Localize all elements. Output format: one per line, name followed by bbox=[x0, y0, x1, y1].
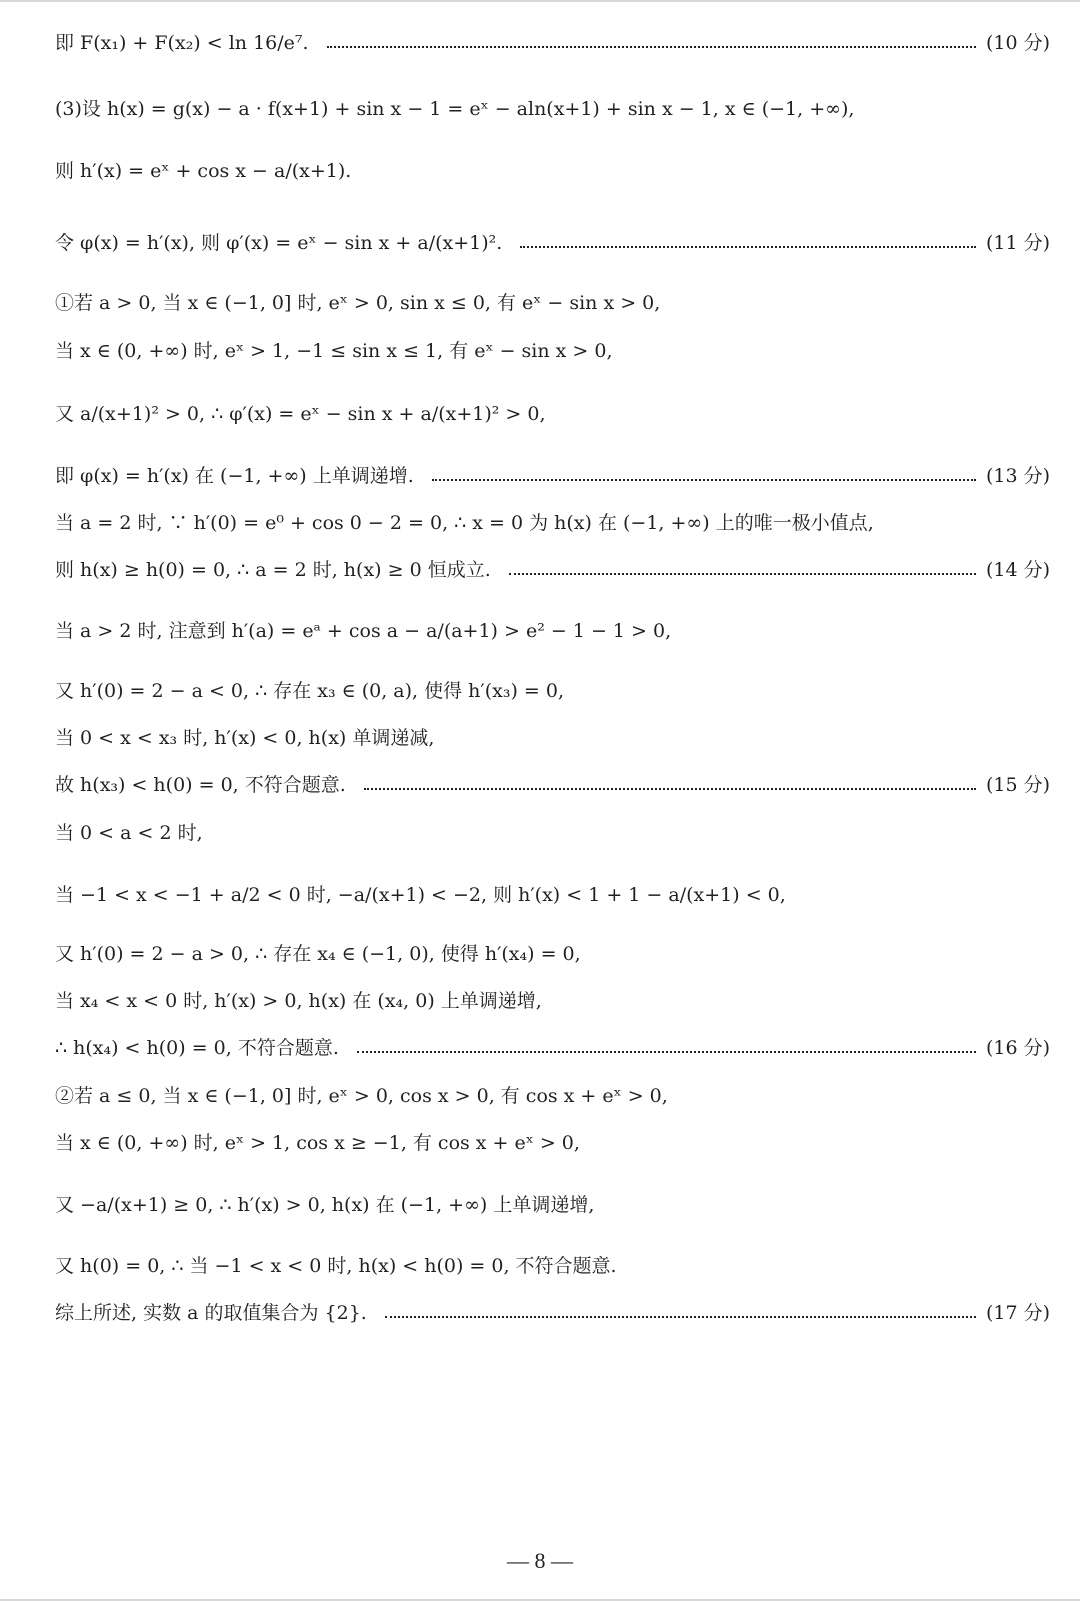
line-text: 当 a > 2 时, 注意到 h′(a) = eᵃ + cos a − a/(a+1) > e² − 1 − 1 > 0, bbox=[55, 620, 672, 642]
solution-line bbox=[55, 403, 1050, 426]
score-mark: (13 分) bbox=[985, 465, 1050, 487]
line-text: 当 −1 < x < −1 + a/2 < 0 时, −a/(x+1) < −2, 则 h′(x) < 1 + 1 − a/(x+1) < 0, bbox=[55, 884, 786, 906]
leader-dots bbox=[520, 246, 976, 248]
solution-line bbox=[55, 1302, 1050, 1325]
score-mark: (14 分) bbox=[985, 559, 1050, 581]
solution-line bbox=[55, 232, 1050, 255]
solution-line bbox=[55, 774, 1050, 797]
solution-line bbox=[55, 727, 1050, 750]
line-text: ②若 a ≤ 0, 当 x ∈ (−1, 0] 时, eˣ > 0, cos x > 0, 有 cos x + eˣ > 0, bbox=[55, 1085, 668, 1107]
leader-dots bbox=[509, 573, 976, 575]
line-text: 当 x₄ < x < 0 时, h′(x) > 0, h(x) 在 (x₄, 0) 上单调递增, bbox=[55, 990, 542, 1012]
line-text: 又 h′(0) = 2 − a > 0, ∴ 存在 x₄ ∈ (−1, 0), 使得 h′(x₄) = 0, bbox=[55, 943, 581, 965]
solution-line bbox=[55, 620, 1050, 643]
solution-line bbox=[55, 160, 1050, 183]
score-mark: (16 分) bbox=[985, 1037, 1050, 1059]
solution-line bbox=[55, 1194, 1050, 1217]
line-text: 即 φ(x) = h′(x) 在 (−1, +∞) 上单调递增. bbox=[55, 465, 414, 487]
line-text: 综上所述, 实数 a 的取值集合为 {2}. bbox=[55, 1302, 367, 1324]
score-mark: (17 分) bbox=[985, 1302, 1050, 1324]
line-text: 即 F(x₁) + F(x₂) < ln 16/e⁷. bbox=[55, 32, 309, 54]
line-text: ①若 a > 0, 当 x ∈ (−1, 0] 时, eˣ > 0, sin x ≤ 0, 有 eˣ − sin x > 0, bbox=[55, 292, 661, 314]
line-text: 则 h′(x) = eˣ + cos x − a/(x+1). bbox=[55, 160, 352, 182]
solution-line bbox=[55, 943, 1050, 966]
line-text: 当 x ∈ (0, +∞) 时, eˣ > 1, cos x ≥ −1, 有 cos x + eˣ > 0, bbox=[55, 1132, 580, 1154]
solution-line bbox=[55, 884, 1050, 907]
solution-line bbox=[55, 465, 1050, 488]
line-text: 故 h(x₃) < h(0) = 0, 不符合题意. bbox=[55, 774, 346, 796]
leader-dots bbox=[364, 788, 976, 790]
line-text: (3)设 h(x) = g(x) − a · f(x+1) + sin x − 1 = eˣ − aln(x+1) + sin x − 1, x ∈ (−1, +∞), bbox=[55, 98, 855, 120]
solution-line bbox=[55, 98, 1050, 121]
leader-dots bbox=[357, 1051, 976, 1053]
score-mark: (10 分) bbox=[985, 32, 1050, 54]
line-text: 又 −a/(x+1) ≥ 0, ∴ h′(x) > 0, h(x) 在 (−1, +∞) 上单调递增, bbox=[55, 1194, 595, 1216]
line-text: 当 a = 2 时, ∵ h′(0) = e⁰ + cos 0 − 2 = 0, ∴ x = 0 为 h(x) 在 (−1, +∞) 上的唯一极小值点, bbox=[55, 512, 874, 534]
line-text: 当 0 < a < 2 时, bbox=[55, 822, 203, 844]
solution-line bbox=[55, 1255, 1050, 1278]
line-text: 又 a/(x+1)² > 0, ∴ φ′(x) = eˣ − sin x + a/(x+1)² > 0, bbox=[55, 403, 546, 425]
line-text: ∴ h(x₄) < h(0) = 0, 不符合题意. bbox=[55, 1037, 339, 1059]
leader-dots bbox=[432, 479, 976, 481]
line-text: 又 h′(0) = 2 − a < 0, ∴ 存在 x₃ ∈ (0, a), 使得 h′(x₃) = 0, bbox=[55, 680, 565, 702]
leader-dots bbox=[327, 46, 976, 48]
solution-line bbox=[55, 292, 1050, 315]
line-text: 令 φ(x) = h′(x), 则 φ′(x) = eˣ − sin x + a/(x+1)². bbox=[55, 232, 503, 254]
solution-line bbox=[55, 1037, 1050, 1060]
solution-line bbox=[55, 1085, 1050, 1108]
line-text: 当 x ∈ (0, +∞) 时, eˣ > 1, −1 ≤ sin x ≤ 1, 有 eˣ − sin x > 0, bbox=[55, 340, 613, 362]
top-rule bbox=[0, 0, 1080, 2]
score-mark: (11 分) bbox=[985, 232, 1050, 254]
line-text: 当 0 < x < x₃ 时, h′(x) < 0, h(x) 单调递减, bbox=[55, 727, 435, 749]
line-text: 则 h(x) ≥ h(0) = 0, ∴ a = 2 时, h(x) ≥ 0 恒成立. bbox=[55, 559, 491, 581]
score-mark: (15 分) bbox=[985, 774, 1050, 796]
line-text: 又 h(0) = 0, ∴ 当 −1 < x < 0 时, h(x) < h(0) = 0, 不符合题意. bbox=[55, 1255, 617, 1277]
solution-line bbox=[55, 1132, 1050, 1155]
solution-line bbox=[55, 680, 1050, 703]
solution-line bbox=[55, 990, 1050, 1013]
solution-line bbox=[55, 340, 1050, 363]
solution-line bbox=[55, 512, 1050, 535]
leader-dots bbox=[385, 1316, 976, 1318]
solution-line bbox=[55, 32, 1050, 55]
solution-line bbox=[55, 559, 1050, 582]
solution-line bbox=[55, 822, 1050, 845]
page-number: — 8 — bbox=[507, 1548, 573, 1573]
